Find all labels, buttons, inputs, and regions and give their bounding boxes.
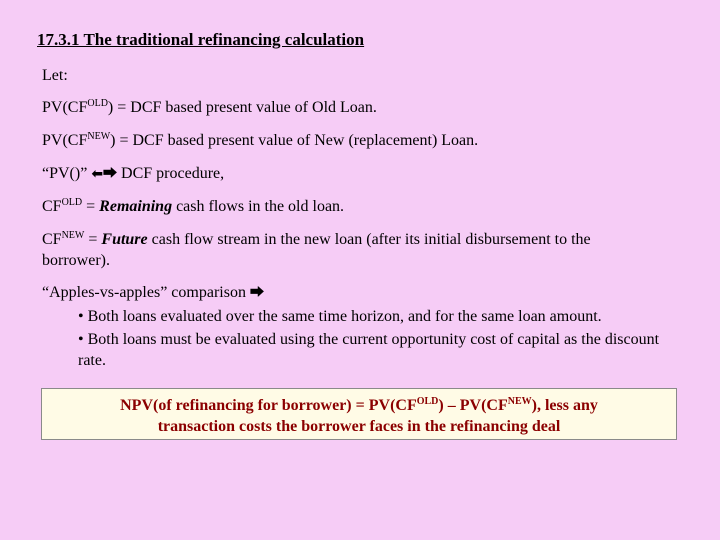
cf-new-emphasis: Future [101,231,148,248]
apples-comparison-line [42,283,264,303]
cf-new-equals: = [84,231,102,248]
cf-old-definition [42,197,344,217]
pv-new-prefix: PV(CF [42,132,88,149]
npv-formula-line-2: transaction costs the borrower faces in the refinancing deal [157,418,561,435]
pv-old-superscript: OLD [87,98,108,109]
cf-old-emphasis: Remaining [99,198,173,215]
pv-new-text: ) = DCF based present value of New (replacement) Loan. [110,132,479,149]
cf-old-equals: = [82,198,100,215]
npv-formula-part-c: ), less any [531,397,598,414]
let-label: Let: [42,67,68,84]
npv-formula-part-a: NPV(of refinancing for borrower) = PV(CF [120,397,417,414]
pv-procedure-line [42,164,224,184]
cf-new-superscript: NEW [61,230,85,241]
npv-new-superscript: NEW [507,396,532,407]
cf-old-text: cash flows in the old loan. [172,198,345,215]
pv-old-definition [42,98,377,118]
apples-comparison-text: “Apples-vs-apples” comparison [42,284,246,301]
section-title: 17.3.1 The traditional refinancing calculation [37,30,365,49]
npv-old-superscript: OLD [416,396,439,407]
bullet-item-horizon: • Both loans evaluated over the same time horizon, and for the same loan amount. [78,308,602,325]
right-arrow-icon: ⮕ [249,285,264,301]
npv-formula-line-1 [42,395,676,416]
cf-new-text-continued: borrower). [42,252,110,269]
npv-formula-box [41,388,677,440]
cf-new-prefix: CF [42,231,62,248]
cf-new-definition [42,229,591,271]
npv-formula-part-b: ) – PV(CF [438,397,508,414]
pv-new-superscript: NEW [87,131,111,142]
cf-old-superscript: OLD [61,197,83,208]
cf-new-text: cash flow stream in the new loan (after its initial disbursement to the [147,231,591,248]
pv-procedure-text: DCF procedure, [121,165,225,182]
pv-procedure-term: “PV()” [42,165,88,182]
left-right-arrow-icon: ⬅⮕ [91,166,118,182]
pv-old-text: ) = DCF based present value of Old Loan. [107,99,377,116]
cf-old-prefix: CF [42,198,62,215]
bullet-item-discount-rate: • Both loans must be evaluated using the current opportunity cost of capital as the discount rate. [78,331,660,369]
pv-old-prefix: PV(CF [42,99,88,116]
pv-new-definition [42,131,478,151]
